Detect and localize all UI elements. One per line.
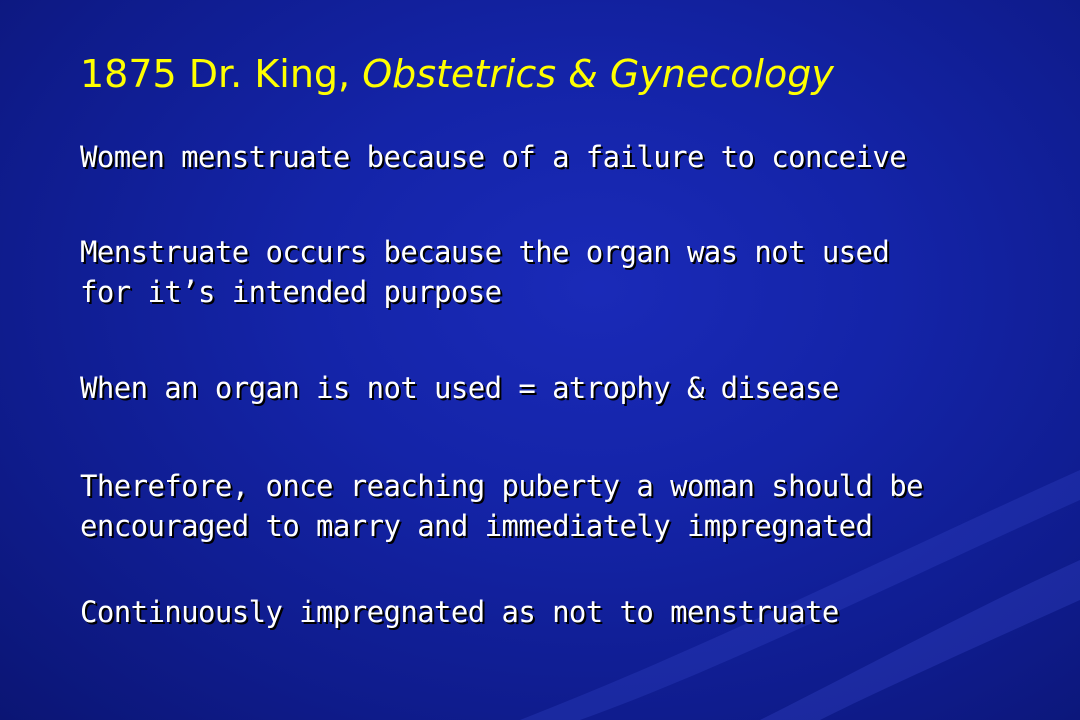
bullet-line: for it’s intended purpose bbox=[80, 275, 502, 309]
bullet-item bbox=[80, 137, 1040, 177]
bullet-line: Menstruate occurs because the organ was not used bbox=[80, 235, 890, 269]
bullet-item bbox=[80, 232, 1040, 312]
bullet-line: Therefore, once reaching puberty a woman should be bbox=[80, 469, 923, 503]
title-plain-text: 1875 Dr. King, bbox=[80, 52, 363, 96]
bullet-item bbox=[80, 368, 1040, 408]
bullet-item bbox=[80, 592, 1040, 632]
bullet-line: encouraged to marry and immediately impregnated bbox=[80, 509, 873, 543]
slide-title bbox=[80, 50, 834, 98]
bullet-item bbox=[80, 466, 1040, 546]
bullet-line: Continuously impregnated as not to menstruate bbox=[80, 595, 839, 629]
bullet-line: When an organ is not used = atrophy & disease bbox=[80, 371, 839, 405]
title-italic-text: Obstetrics & Gynecology bbox=[362, 52, 834, 96]
bullet-line: Women menstruate because of a failure to conceive bbox=[80, 140, 907, 174]
